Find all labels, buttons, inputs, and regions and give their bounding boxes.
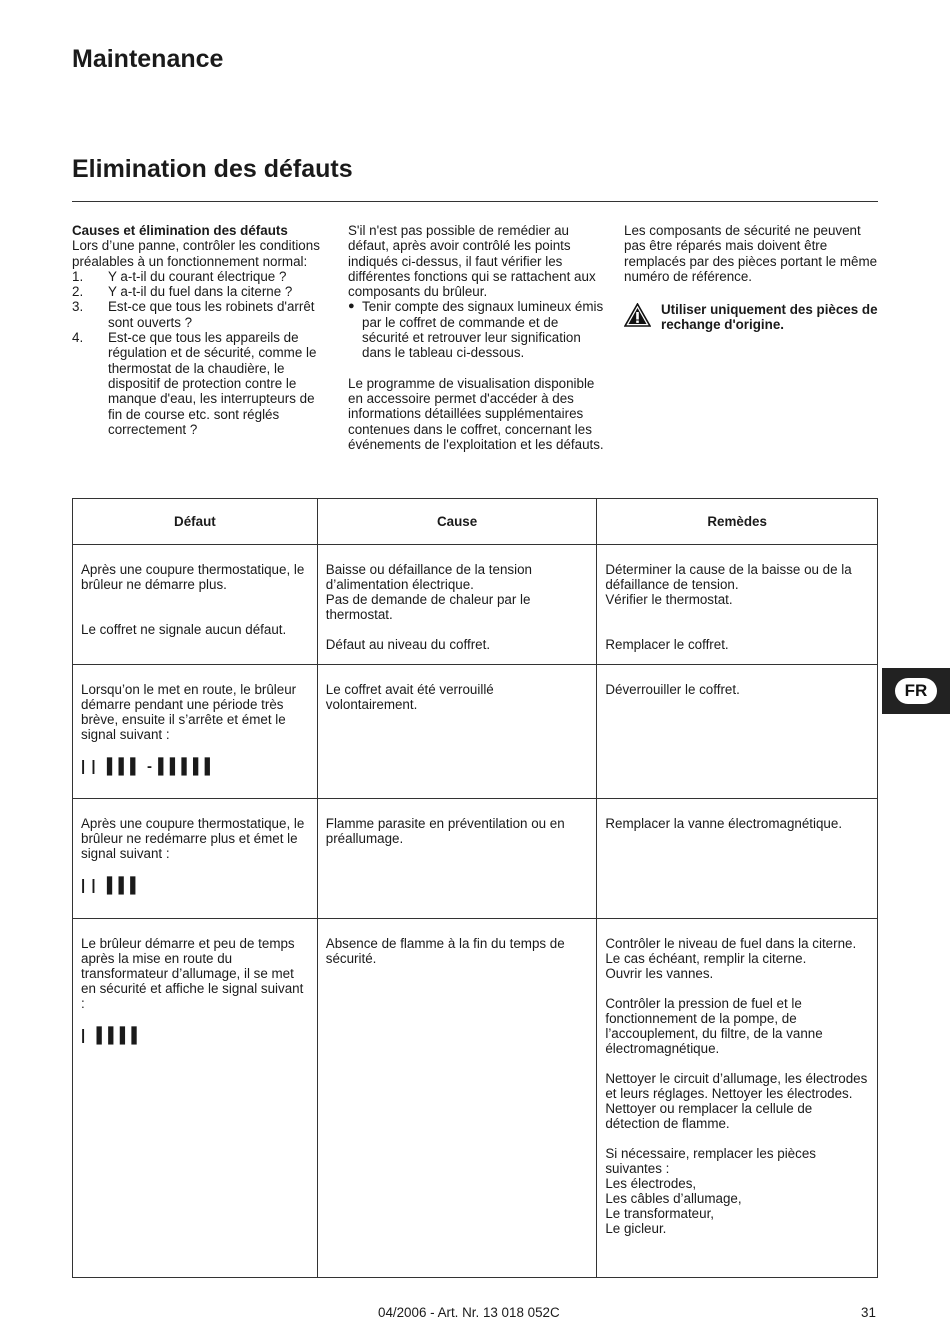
table-row (73, 799, 878, 919)
paragraph: Les composants de sécurité ne peuvent pas être réparés mais doivent être remplacés par des pièces portant le même numéro de référence. (624, 223, 878, 284)
paragraph: Le programme de visualisation disponible en accessoire permet d'accéder à des informations détaillées supplémentaires contenues dans le coffret, concernant les événements de l'exploitation et les défauts. (348, 375, 604, 452)
troubleshooting-table (72, 498, 878, 1278)
cell-cause: Flamme parasite en préventilation ou en préallumage. (317, 799, 597, 919)
table-header-row (73, 499, 878, 545)
table-row (73, 665, 878, 799)
signal-code: | ▌▌▌▌ (81, 1027, 144, 1044)
cell-defaut: Le brûleur démarre et peu de temps après la mise en route du transformateur d’allumage, il se met en sécurité et affiche le signal suivant : | ▌▌▌▌ (73, 919, 318, 1278)
signal-code: | | ▌▌▌ (81, 877, 142, 894)
warning-icon (624, 303, 651, 327)
list-item: 1. Y a-t-il du courant électrique ? (72, 268, 287, 284)
cell-cause: Absence de flamme à la fin du temps de sécurité. (317, 919, 597, 1278)
intro-column-1 (72, 223, 322, 437)
cell-remedes: Remplacer la vanne électromagnétique. (597, 799, 878, 919)
warning-note: Utiliser uniquement des pièces de rechange d'origine. (624, 302, 878, 333)
bullet-item: ● Tenir compte des signaux lumineux émis par le coffret de commande et de sécurité et retrouver leur signification dans le tableau ci-dessous. (348, 299, 604, 361)
paragraph: S'il n'est pas possible de remédier au défaut, après avoir contrôlé les points indiqués ci-dessus, il faut vérifier les différentes fonctions qui se rattachent aux composants du brûleur. (348, 223, 596, 300)
header-defaut: Défaut (73, 499, 318, 545)
cell-remedes: Déterminer la cause de la baisse ou de la défaillance de tension. Vérifier le thermostat. Remplacer le coffret. (597, 545, 878, 665)
list-item: 3. Est-ce que tous les robinets d'arrêt sont ouverts ? (72, 299, 315, 330)
bullet-icon: ● (348, 300, 355, 313)
cell-cause: Baisse ou défaillance de la tension d’alimentation électrique. Pas de demande de chaleur par le thermostat. Défaut au niveau du coffret. (317, 545, 597, 665)
intro-column-2 (348, 223, 606, 452)
language-tab (882, 668, 950, 714)
page-number: 31 (861, 1305, 876, 1320)
cell-remedes: Déverrouiller le coffret. (597, 665, 878, 799)
cell-cause: Le coffret avait été verrouillé volontairement. (317, 665, 597, 799)
section-title: Elimination des défauts (72, 155, 353, 183)
cell-defaut: Après une coupure thermostatique, le brûleur ne redémarre plus et émet le signal suivant : | | ▌▌▌ (73, 799, 318, 919)
signal-code: | | ▌▌▌ - ▌▌▌▌▌ (81, 758, 217, 775)
cell-defaut: Lorsqu’on le met en route, le brûleur démarre pendant une période très brève, ensuite il s’arrête et émet le signal suivant : | | ▌▌▌ - ▌▌▌▌▌ (73, 665, 318, 799)
table-row (73, 919, 878, 1278)
cell-remedes: Contrôler le niveau de fuel dans la citerne. Le cas échéant, remplir la citerne. Ouvrir les vannes. Contrôler la pression de fuel et le fonctionnement de la pompe, de l’accouplement, du filtre, de la vanne électromagnétique. Nettoyer le circuit d’allumage, les électrodes et leurs réglages. Nettoyer les électrodes. Nettoyer ou remplacer la cellule de détection de flamme. Si nécessaire, remplacer les pièces suivantes : Les électrodes, Les câbles d’allumage, Le transformateur, Le gicleur. (597, 919, 878, 1278)
causes-heading: Causes et élimination des défauts (72, 223, 288, 238)
footer-reference: 04/2006 - Art. Nr. 13 018 052C (378, 1305, 560, 1320)
list-item: 4. Est-ce que tous les appareils de régulation et de sécurité, comme le thermostat de la chaudière, le dispositif de protection contre le manque d'eau, les interrupteurs de fin de course etc. sont réglés correctement ? (72, 330, 317, 437)
header-remedes: Remèdes (597, 499, 878, 545)
divider (72, 201, 878, 202)
list-item: 2. Y a-t-il du fuel dans la citerne ? (72, 284, 293, 300)
language-label: FR (895, 678, 937, 704)
intro-text: Lors d’une panne, contrôler les conditions préalables à un fonctionnement normal: (72, 238, 320, 269)
table-row (73, 545, 878, 665)
cell-defaut: Après une coupure thermostatique, le brûleur ne démarre plus. Le coffret ne signale aucun défaut. (73, 545, 318, 665)
page-title: Maintenance (72, 45, 224, 73)
intro-column-3 (624, 223, 878, 333)
checklist (72, 269, 322, 437)
header-cause: Cause (317, 499, 597, 545)
